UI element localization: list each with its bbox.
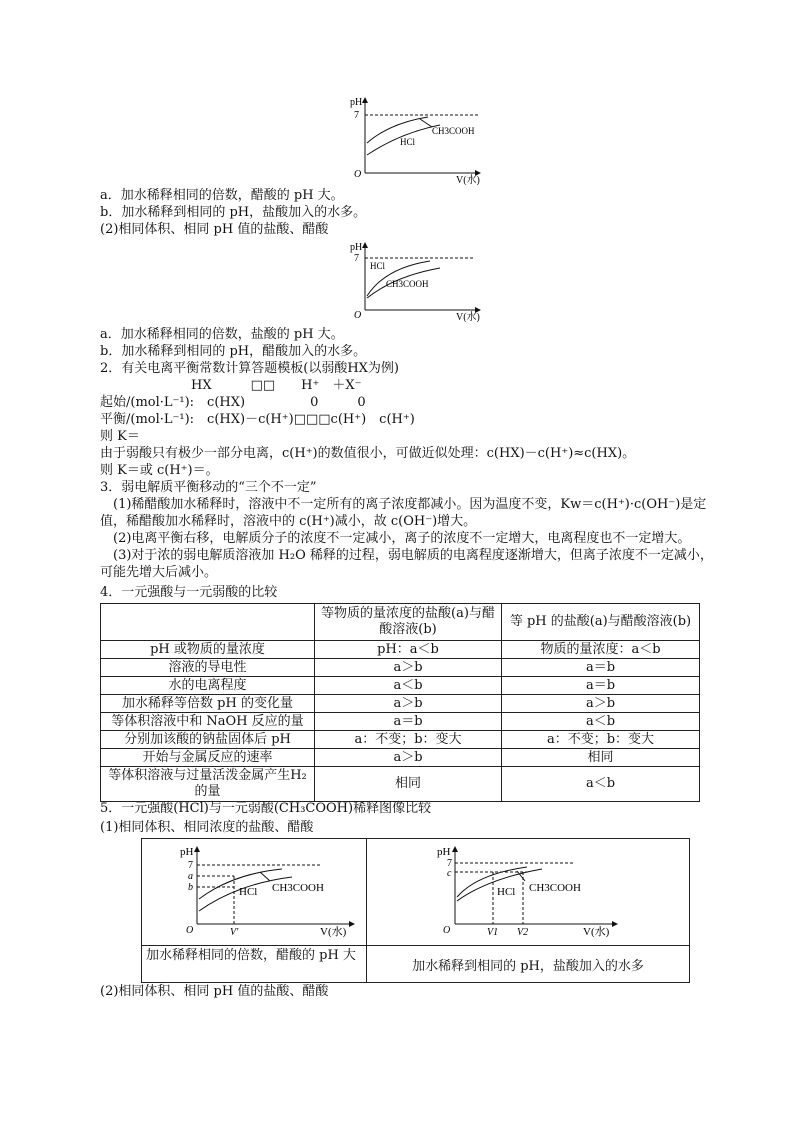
text-line: (1)稀醋酸加水稀释时，溶液中不一定所有的离子浓度都减小。因为温度不变，Kw＝c(H⁺)·c(OH⁻)是定 xyxy=(100,497,707,512)
table-header-cell: 等物质的量浓度的盐酸(a)与醋酸溶液(b) xyxy=(315,604,502,641)
table-cell: a＞b xyxy=(315,695,502,713)
text-line: 则 K＝或 c(H⁺)＝。 xyxy=(100,463,219,478)
table-cell: pH 或物质的量浓度 xyxy=(101,641,315,659)
table-cell: a＞b xyxy=(502,695,700,713)
table-cell: a＞b xyxy=(315,749,502,767)
text-line: HX □□ H⁺ ＋X⁻ xyxy=(100,378,362,393)
origin-label: O xyxy=(354,310,362,321)
y-tick-b: b xyxy=(188,882,193,893)
curve-label-ch3cooh: CH3COOH xyxy=(432,126,475,136)
table-cell: a＜b xyxy=(502,767,700,802)
text-line: 2．有关电离平衡常数计算答题模板(以弱酸HX为例) xyxy=(100,361,400,376)
table-header-cell: 等 pH 的盐酸(a)与醋酸溶液(b) xyxy=(502,604,700,641)
text-line: 起始/(mol·L⁻¹): c(HX) 0 0 xyxy=(100,395,366,410)
table-cell: 物质的量浓度：a＜b xyxy=(502,641,700,659)
table-cell: 加水稀释等倍数 pH 的变化量 xyxy=(101,695,315,713)
table-cell: a＝b xyxy=(315,713,502,731)
table-cell: a＞b xyxy=(315,659,502,677)
text-line: 3．弱电解质平衡移动的“三个不一定” xyxy=(100,480,317,495)
curve-label-ch3cooh: CH3COOH xyxy=(529,882,581,894)
text-line: (3)对于浓的弱电解质溶液加 H₂O 稀释的过程，弱电解质的电离程度逐渐增大，但离子浓度不一定减小， xyxy=(100,548,713,563)
text-line: (1)相同体积、相同浓度的盐酸、醋酸 xyxy=(100,820,314,835)
text-line: (2)相同体积、相同 pH 值的盐酸、醋酸 xyxy=(100,222,329,237)
graph-same-concentration xyxy=(142,839,366,941)
curve-label-hcl: HCl xyxy=(400,137,416,147)
text-line: 由于弱酸只有极少一部分电离，c(H⁺)的数值很小，可做近似处理：c(HX)－c(H⁺)≈c(HX)。 xyxy=(100,446,636,461)
y-axis-label: pH xyxy=(437,846,451,858)
table-cell: a＝b xyxy=(502,677,700,695)
table-row xyxy=(101,659,700,677)
table-row xyxy=(101,677,700,695)
origin-label: O xyxy=(186,925,194,936)
text-line: 平衡/(mol·L⁻¹): c(HX)－c(H⁺)□□□c(H⁺) c(H⁺) xyxy=(100,412,415,427)
origin-label: O xyxy=(354,169,362,180)
y-axis-label: pH xyxy=(180,846,194,858)
table-cell: 等体积溶液与过量活泼金属产生H₂的量 xyxy=(101,767,315,802)
text-line: 4．一元强酸与一元弱酸的比较 xyxy=(100,585,278,600)
y-axis-label: pH xyxy=(350,242,363,253)
table-row xyxy=(101,749,700,767)
text-line: 可能先增大后减小。 xyxy=(100,565,218,580)
text-line: b．加水稀释到相同的 pH，盐酸加入的水多。 xyxy=(100,205,367,220)
table-row xyxy=(101,641,700,659)
x-tick-v1: V1 xyxy=(487,927,499,938)
y-tick-a: a xyxy=(188,871,193,882)
curve-label-hcl: HCl xyxy=(370,261,386,271)
x-axis-label: V(水) xyxy=(583,926,610,938)
table-cell: 相同 xyxy=(502,749,700,767)
table-row xyxy=(101,713,700,731)
curve-label-ch3cooh: CH3COOH xyxy=(272,882,324,894)
x-tick-vprime: V′ xyxy=(230,927,239,938)
text-line: 5．一元强酸(HCl)与一元弱酸(CH₃COOH)稀释图像比较 xyxy=(100,801,432,816)
table-cell: 开始与金属反应的速率 xyxy=(101,749,315,767)
graph-same-ph xyxy=(367,839,689,941)
caption-right: 加水稀释到相同的 pH，盐酸加入的水多 xyxy=(367,946,690,983)
curve-label-ch3cooh: CH3COOH xyxy=(386,279,429,289)
table-cell: a：不变；b：变大 xyxy=(502,731,700,749)
origin-label: O xyxy=(443,925,451,936)
caption-left: 加水稀释相同的倍数，醋酸的 pH 大 xyxy=(142,946,367,983)
table-cell: 水的电离程度 xyxy=(101,677,315,695)
y-tick-7: 7 xyxy=(188,860,193,871)
table-cell: a＜b xyxy=(502,713,700,731)
y-axis-label: pH xyxy=(350,97,363,108)
text-line: 值，稀醋酸加水稀释时，溶液中的 c(H⁺)减小，故 c(OH⁻)增大。 xyxy=(100,514,477,529)
x-axis-label: V(水) xyxy=(456,175,480,185)
text-line: (2)电离平衡右移，电解质分子的浓度不一定减小，离子的浓度不一定增大，电离程度也不一定增大。 xyxy=(100,531,691,546)
y-tick-7: 7 xyxy=(447,858,452,869)
y-tick-c: c xyxy=(447,868,452,879)
table-header-row xyxy=(101,604,700,641)
table-cell: a：不变；b：变大 xyxy=(315,731,502,749)
text-line: b．加水稀释到相同的 pH，醋酸加入的水多。 xyxy=(100,344,367,359)
curve-label-hcl: HCl xyxy=(497,886,516,898)
table-row xyxy=(101,695,700,713)
x-axis-label: V(水) xyxy=(320,926,347,938)
table-cell: 相同 xyxy=(315,767,502,802)
table-row xyxy=(101,767,700,802)
text-line: (2)相同体积、相同 pH 值的盐酸、醋酸 xyxy=(100,984,329,999)
table-cell: 分别加该酸的钠盐固体后 pH xyxy=(101,731,315,749)
text-line: a．加水稀释相同的倍数，醋酸的 pH 大。 xyxy=(100,188,344,203)
curve-label-hcl: HCl xyxy=(239,886,258,898)
table-cell: a＜b xyxy=(315,677,502,695)
graph-comparison-table xyxy=(141,838,690,983)
graph-dilution-same-ph xyxy=(340,238,490,324)
text-line: 则 K＝ xyxy=(100,429,140,444)
table-cell: a＝b xyxy=(502,659,700,677)
graph-dilution-same-concentration xyxy=(340,93,490,185)
x-axis-label: V(水) xyxy=(456,312,480,323)
table-cell: pH：a＜b xyxy=(315,641,502,659)
x-tick-v2: V2 xyxy=(517,927,529,938)
y-tick-7: 7 xyxy=(354,110,359,121)
table-header-cell xyxy=(101,604,315,641)
y-tick-7: 7 xyxy=(354,253,359,264)
table-cell: 溶液的导电性 xyxy=(101,659,315,677)
text-line: a．加水稀释相同的倍数，盐酸的 pH 大。 xyxy=(100,327,344,342)
table-row xyxy=(101,731,700,749)
table-cell: 等体积溶液中和 NaOH 反应的量 xyxy=(101,713,315,731)
comparison-table xyxy=(100,603,700,802)
